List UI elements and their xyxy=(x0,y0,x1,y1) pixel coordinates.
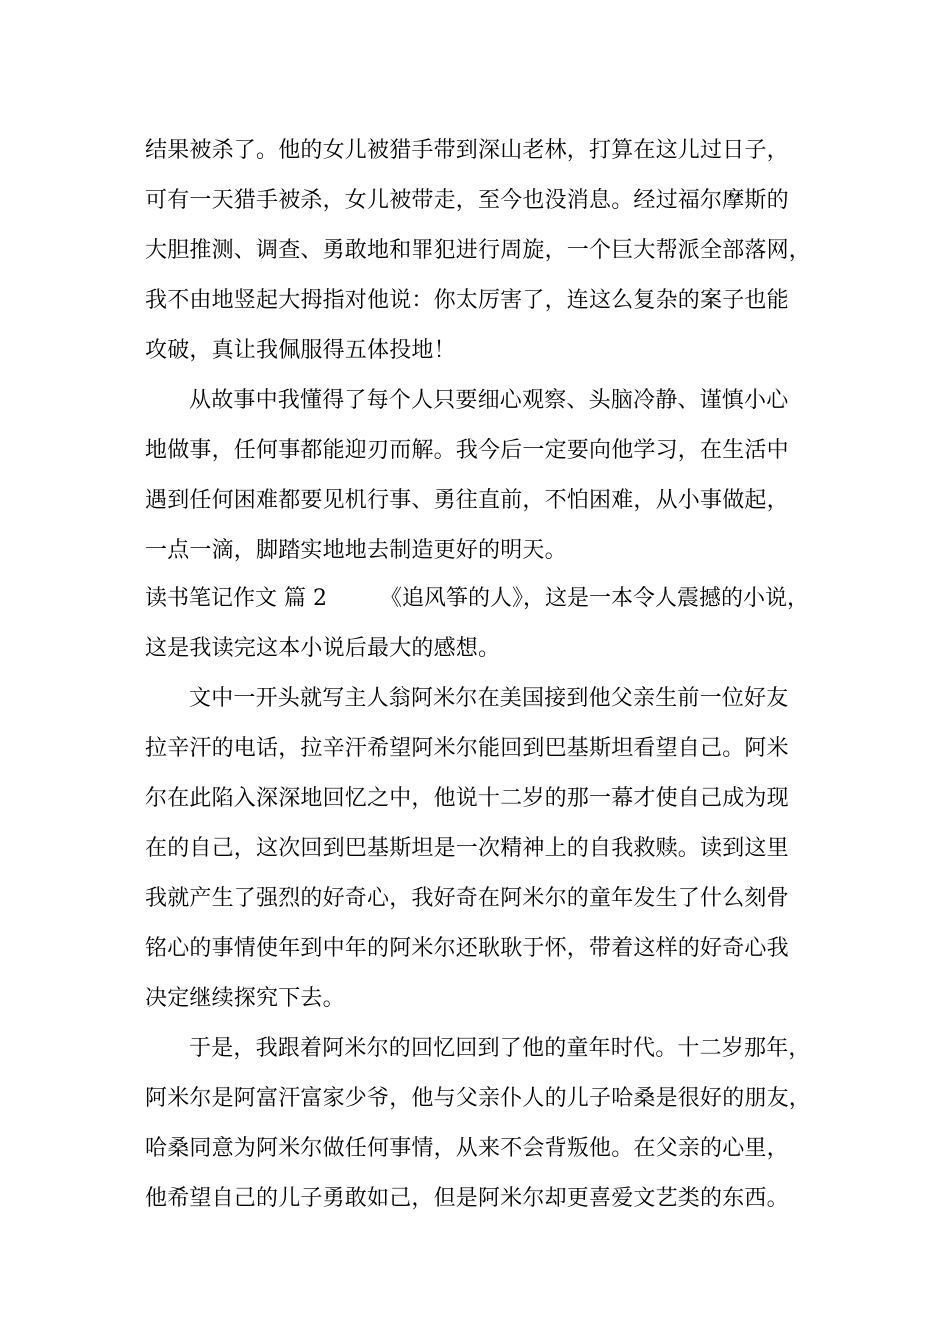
paragraph-line: 阿米尔是阿富汗富家少爷，他与父亲仆人的儿子哈桑是很好的朋友， xyxy=(145,1086,812,1111)
paragraph-line: 在的自己，这次回到巴基斯坦是一次精神上的自我救赎。读到这里 xyxy=(145,836,789,861)
paragraph-line: 于是，我跟着阿米尔的回忆回到了他的童年时代。十二岁那年， xyxy=(189,1036,811,1061)
paragraph-line: 地做事，任何事都能迎刃而解。我今后一定要向他学习，在生活中 xyxy=(145,438,789,463)
paragraph-line: 从故事中我懂得了每个人只要细心观察、头脑冷静、谨慎小心 xyxy=(189,388,789,413)
paragraph-line: 拉辛汗的电话，拉辛汗希望阿米尔能回到巴基斯坦看望自己。阿米 xyxy=(145,736,789,761)
paragraph-line: 铭心的事情使年到中年的阿米尔还耿耿于怀，带着这样的好奇心我 xyxy=(145,936,789,961)
paragraph-line: 结果被杀了。他的女儿被猎手带到深山老林，打算在这儿过日子， xyxy=(145,138,789,163)
paragraph-line: 这是我读完这本小说后最大的感想。 xyxy=(145,636,501,661)
paragraph-line: 决定继续探究下去。 xyxy=(145,986,345,1011)
section-heading-text: 《追风筝的人》，这是一本令人震撼的小说， xyxy=(380,586,810,611)
paragraph-line: 哈桑同意为阿米尔做任何事情，从来不会背叛他。在父亲的心里， xyxy=(145,1136,789,1161)
paragraph-line: 我就产生了强烈的好奇心，我好奇在阿米尔的童年发生了什么刻骨 xyxy=(145,886,789,911)
paragraph-line: 尔在此陷入深深地回忆之中，他说十二岁的那一幕才使自己成为现 xyxy=(145,786,789,811)
paragraph-line: 大胆推测、调查、勇敢地和罪犯进行周旋，一个巨大帮派全部落网， xyxy=(145,238,812,263)
section-heading-title: 读书笔记作文 篇 2 xyxy=(145,586,327,611)
paragraph-line: 攻破，真让我佩服得五体投地！ xyxy=(145,338,456,363)
paragraph-line: 文中一开头就写主人翁阿米尔在美国接到他父亲生前一位好友 xyxy=(189,686,789,711)
paragraph-line: 可有一天猎手被杀，女儿被带走，至今也没消息。经过福尔摩斯的 xyxy=(145,188,789,213)
paragraph-line: 我不由地竖起大拇指对他说：你太厉害了，连这么复杂的案子也能 xyxy=(145,288,789,313)
paragraph-line: 遇到任何困难都要见机行事、勇往直前，不怕困难，从小事做起， xyxy=(145,488,789,513)
paragraph-line: 一点一滴，脚踏实地地去制造更好的明天。 xyxy=(145,538,567,563)
paragraph-line: 他希望自己的儿子勇敢如己，但是阿米尔却更喜爱文艺类的东西。 xyxy=(145,1186,789,1211)
